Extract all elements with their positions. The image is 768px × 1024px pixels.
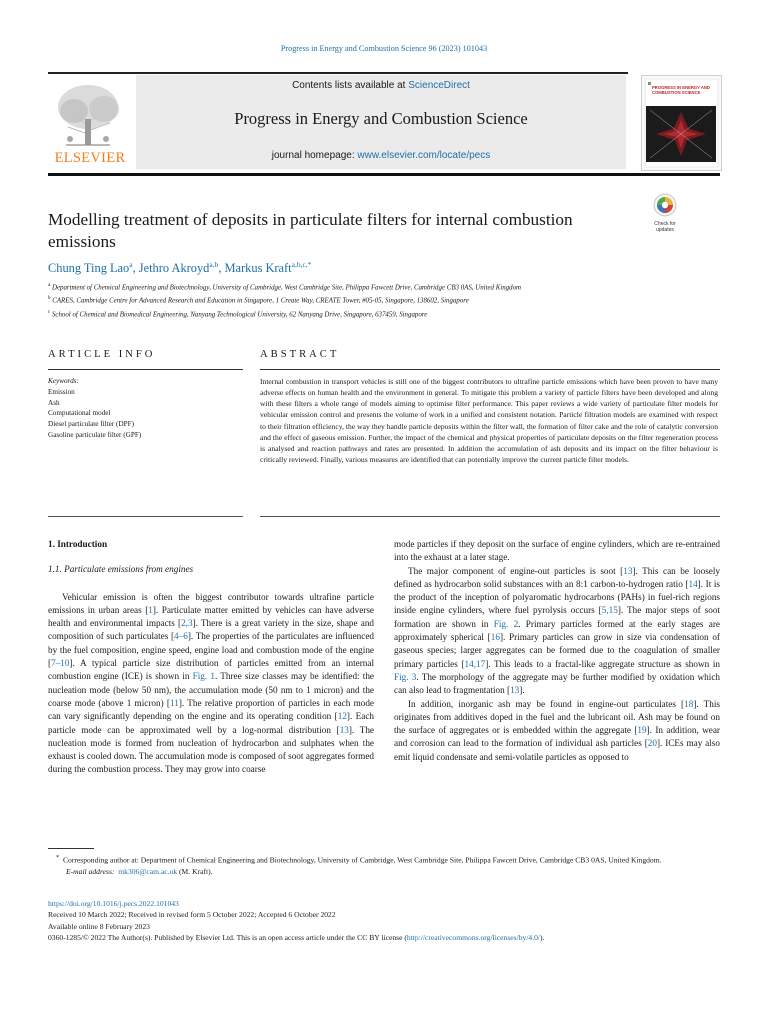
keyword: Emission	[48, 387, 75, 396]
citation-link[interactable]: 20	[647, 738, 657, 749]
homepage-line	[136, 150, 626, 161]
cover-artwork	[646, 106, 716, 162]
author-affiliation-mark: a	[129, 260, 133, 269]
author-name[interactable]: Jethro Akroyd	[138, 261, 210, 276]
author-list	[48, 260, 311, 276]
subsection-heading: 1.1. Particulate emissions from engines	[48, 564, 194, 575]
journal-title-box	[136, 75, 626, 169]
citation-link[interactable]: 2,3	[181, 618, 193, 629]
divider	[48, 369, 243, 370]
citation-link[interactable]: 7–10	[51, 658, 70, 669]
body-column-left	[48, 538, 374, 777]
citation-link[interactable]: 5,15	[601, 605, 618, 616]
citation-link[interactable]: Fig. 3	[394, 671, 417, 682]
header-bottom-rule	[48, 173, 720, 176]
divider	[260, 369, 720, 370]
sciencedirect-link[interactable]: ScienceDirect	[408, 80, 470, 91]
body-paragraph: The major component of engine-out particles is soot [13]. This can be loosely defined as hydrocarbon solid substances with an 8:1 carbon-to-hydrogen ratio [14]. It is the product of the inception of polyaromatic hydrocarbons (PAHs) in fuel-rich regions inside engine cylinders, where fuel pyrolysis occurs [5,15]. The major steps of soot formation are shown in Fig. 2. Primary particles formed at the early stages are approximately spherical [16]. Primary particles can grow in size via condensation of gaseous species; larger aggregates can be formed due to the coagulation of smaller primary particles [14,17]. This leads to a fractal-like aggregate structure as shown in Fig. 3. The morphology of the aggregate may be further modified by oxidation which can also lead to fragmentation [13].	[394, 565, 720, 696]
running-head[interactable]: Progress in Energy and Combustion Science 96 (2023) 101043	[280, 44, 488, 53]
received-dates: Received 10 March 2022; Received in revised form 5 October 2022; Accepted 6 October 2022	[48, 910, 336, 920]
author-separator: ,	[132, 261, 139, 276]
contents-prefix: Contents lists available at	[292, 80, 409, 91]
citation-link[interactable]: 19	[637, 725, 647, 736]
citation-link[interactable]: 16	[490, 632, 500, 643]
cover-title: PROGRESS IN ENERGY AND COMBUSTION SCIENCE	[652, 85, 710, 95]
citation-link[interactable]: 13	[623, 565, 633, 576]
affiliation-text: School of Chemical and Biomedical Engineering, Nanyang Technological University, 62 Nanyang Drive, Singapore, 637459, Singapore	[51, 310, 428, 318]
footnotes	[48, 852, 720, 877]
header-top-rule	[48, 72, 628, 74]
affiliation-mark: a	[48, 283, 51, 288]
license-prefix: 0360-1285/© 2022 The Author(s). Published by Elsevier Ltd. This is an open access article under the CC BY license (	[48, 933, 407, 943]
section-heading: 1. Introduction	[48, 539, 108, 549]
citation-link[interactable]: 14,17	[464, 658, 486, 669]
license-link[interactable]: http://creativecommons.org/licenses/by/4.0/	[406, 933, 541, 943]
citation-link[interactable]: Fig. 2	[493, 618, 519, 629]
divider	[48, 516, 243, 517]
journal-cover-thumbnail[interactable]	[641, 75, 722, 171]
email-line	[48, 866, 720, 877]
check-updates-icon	[653, 193, 677, 217]
contents-line	[136, 80, 626, 91]
doi-link[interactable]: https://doi.org/10.1016/j.pecs.2022.101043	[48, 899, 179, 908]
keywords-label: Keywords:	[48, 377, 79, 385]
body-paragraph: Vehicular emission is often the biggest contributor towards ultrafine particle emissions in urban areas [1]. Particulate matter emitted by vehicles can have adverse health and environmental impacts [2,3]. There is a great variety in the size, shape and composition of such particulates [4–6]. The properties of the particulates are influenced by the fuel composition, engine speed, engine load and combustion mode of the engine [7–10]. A typical particle size distribution of particles emitted from an internal combustion engine (ICE) is shown in Fig. 1. Three size classes may be identified: the nucleation mode (below 50 nm), the accumulation mode (50 nm to 1 micron) and the coarse mode (above 1 micron) [11]. The relative proportion of particles in each mode can vary significantly depending on the engine and its operating condition [12]. Each particle mode can be approximated well by a log-normal distribution [13]. The nucleation mode is formed from nucleation of hydrocarbon and sulphates when the exhaust is cooled down. The accumulation mode is composed of soot aggregates formed during the combustion process. They may grow into coarse	[48, 591, 375, 775]
email-link[interactable]: mk306@cam.ac.uk	[118, 866, 178, 876]
journal-header	[48, 75, 628, 169]
footnote-rule	[48, 848, 94, 849]
affiliation-text: CARES, Cambridge Centre for Advanced Research and Education in Singapore, 1 Create Way, CREATE Tower, #05-05, Singapore, 138602, Singapore	[52, 297, 469, 305]
corresponding-author-note	[48, 852, 720, 866]
keyword: Ash	[48, 398, 60, 407]
author-name[interactable]: Chung Ting Lao	[48, 261, 130, 276]
body-column-right	[394, 538, 720, 764]
corresponding-text: Corresponding author at: Department of Chemical Engineering and Biotechnology, University of Cambridge, West Cambridge Site, Philippa Fawcett Drive, Cambridge CB3 0AS, United Kingdom.	[62, 855, 662, 865]
article-info-heading: ARTICLE INFO	[48, 349, 156, 360]
citation-link[interactable]: 1	[148, 604, 153, 615]
citation-link[interactable]: 4–6	[174, 631, 188, 642]
affiliation-mark: b	[48, 296, 51, 302]
citation-link[interactable]: 13	[339, 724, 349, 735]
license-line	[48, 932, 728, 943]
author-affiliation-mark: a,b,c,*	[291, 260, 312, 269]
author-name[interactable]: Markus Kraft	[224, 261, 292, 276]
author-separator: ,	[218, 261, 225, 276]
affiliation	[48, 307, 638, 320]
affiliations	[48, 280, 638, 320]
email-suffix: (M. Kraft).	[179, 866, 213, 876]
body-paragraph: In addition, inorganic ash may be found in engine-out particulates [18]. This originates from additives doped in the fuel and the lubricant oil. Ash may be found on the surface of aggregates or is embedded within the aggregate [19]. In addition, wear and corrosion can lead to the formation of individual ash particles [20]. ICEs may also emit liquid condensate and semi-volatile particles as opposed to	[394, 698, 720, 762]
homepage-prefix: journal homepage:	[271, 150, 358, 161]
license-suffix: ).	[540, 933, 545, 943]
affiliation-text: Department of Chemical Engineering and Biotechnology, University of Cambridge, West Cambridge Site, Philippa Fawcett Drive, Cambridge CB3 0AS, United Kingdom	[51, 284, 521, 292]
affiliation	[48, 280, 638, 293]
body-paragraph: mode particles if they deposit on the surface of engine cylinders, which are re-entrained into the exhaust at a later stage.	[394, 539, 720, 563]
article-title: Modelling treatment of deposits in particulate filters for internal combustion emissions	[48, 210, 573, 251]
journal-homepage-link[interactable]: www.elsevier.com/locate/pecs	[357, 150, 491, 161]
check-for-updates-button[interactable]	[650, 193, 680, 231]
citation-link[interactable]: Fig. 1	[192, 671, 215, 682]
journal-title: Progress in Energy and Combustion Science	[234, 109, 528, 128]
citation-link[interactable]: 18	[684, 698, 694, 709]
author-affiliation-mark: a,b	[209, 260, 219, 269]
citation-link[interactable]: 13	[510, 685, 520, 696]
check-updates-label: Check for updates	[654, 221, 676, 233]
keywords-list	[48, 376, 243, 441]
citation-link[interactable]: 14	[688, 578, 698, 589]
abstract-text: Internal combustion in transport vehicles is still one of the biggest contributors to ultrafine particle emissions which have been proven to have many adverse effects on human health and the environment in general. To mitigate this problem a variety of particle filters have been developed and along with these filters a whole range of models aiming to optimise filter performance. This paper reviews a wide variety of particulate filter models for vehicular emission control and presents the volume of work in a unified and consistent notation. Particle filtration models are examined with respect to their filtration efficiency, the way they handle particle deposits within the filter wall, the formation of filter cake and the role of catalytic conversion and the effect of gaseous emission. Further, the impact of the chemical and physical properties of particulate deposits on the filter regeneration process is analysed and reaction pathways and rates are presented. In addition the accumulation of ash deposits and its impact on the filter behaviour is critically reviewed. Finally, various measures are identified that can potentially improve the current particle filter models.	[260, 377, 718, 465]
publisher-wordmark: ELSEVIER	[54, 150, 126, 166]
email-label: E-mail address:	[66, 866, 115, 876]
abstract-heading: ABSTRACT	[260, 349, 340, 360]
affiliation-mark: c	[48, 309, 51, 315]
footnote-mark: *	[56, 854, 60, 861]
keyword: Diesel particulate filter (DPF)	[48, 420, 135, 429]
divider	[260, 516, 720, 517]
publication-info	[48, 898, 728, 944]
citation-link[interactable]: 12	[337, 711, 347, 722]
keyword: Computational model	[48, 409, 111, 418]
citation-link[interactable]: 11	[169, 697, 179, 708]
affiliation	[48, 293, 638, 306]
available-online: Available online 8 February 2023	[48, 921, 150, 931]
keyword: Gasoline particulate filter (GPF)	[48, 430, 142, 439]
